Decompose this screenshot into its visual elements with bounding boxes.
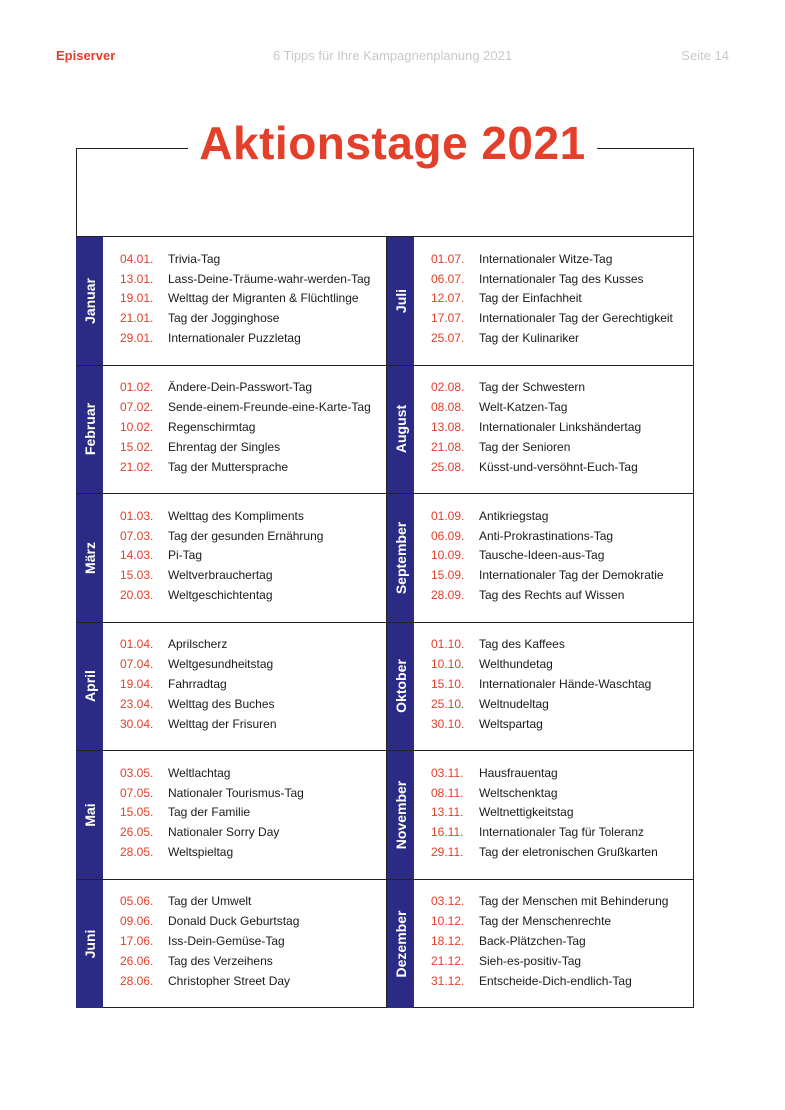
event-date: 18.12. bbox=[431, 933, 465, 948]
event-row bbox=[120, 269, 380, 289]
event-row bbox=[431, 526, 688, 546]
month-name: Oktober bbox=[392, 659, 409, 714]
event-row bbox=[120, 249, 380, 269]
month-name: Mai bbox=[81, 803, 98, 827]
event-date: 13.11. bbox=[431, 805, 464, 820]
event-date: 15.05. bbox=[120, 805, 154, 820]
event-date: 25.07. bbox=[431, 331, 465, 346]
event-row bbox=[431, 269, 688, 289]
event-row bbox=[120, 763, 380, 783]
event-row bbox=[120, 635, 380, 655]
event-date: 10.10. bbox=[431, 657, 465, 672]
event-name: Donald Duck Geburtstag bbox=[168, 914, 300, 929]
event-name: Weltgeschichtentag bbox=[168, 588, 273, 603]
event-row bbox=[120, 892, 380, 912]
month-label-bar bbox=[76, 494, 103, 622]
event-date: 19.01. bbox=[120, 291, 154, 306]
event-row bbox=[120, 803, 380, 823]
event-date: 25.08. bbox=[431, 459, 465, 474]
event-date: 08.08. bbox=[431, 400, 465, 415]
event-row bbox=[120, 931, 380, 951]
month-label-bar bbox=[76, 751, 103, 879]
month-block bbox=[76, 366, 386, 495]
event-row bbox=[431, 654, 688, 674]
brand-logo-text: Episerver bbox=[56, 48, 116, 63]
month-name: Dezember bbox=[392, 910, 409, 978]
event-row bbox=[120, 971, 380, 991]
event-name: Tag des Rechts auf Wissen bbox=[479, 588, 625, 603]
event-name: Hausfrauentag bbox=[479, 765, 558, 780]
event-row bbox=[431, 911, 688, 931]
event-date: 31.12. bbox=[431, 973, 465, 988]
event-date: 17.06. bbox=[120, 933, 154, 948]
event-name: Welthundetag bbox=[479, 657, 553, 672]
month-block bbox=[76, 751, 386, 880]
event-date: 19.04. bbox=[120, 676, 154, 691]
event-date: 23.04. bbox=[120, 696, 154, 711]
event-name: Internationaler Tag der Demokratie bbox=[479, 568, 664, 583]
month-name: Juli bbox=[392, 288, 409, 313]
event-list bbox=[431, 763, 688, 862]
event-row bbox=[120, 289, 380, 309]
month-block bbox=[386, 623, 694, 752]
event-row bbox=[431, 397, 688, 417]
event-row bbox=[431, 783, 688, 803]
event-date: 01.03. bbox=[120, 508, 154, 523]
event-date: 03.12. bbox=[431, 894, 465, 909]
event-date: 10.09. bbox=[431, 548, 465, 563]
event-row bbox=[431, 892, 688, 912]
event-name: Welttag der Migranten & Flüchtlinge bbox=[168, 291, 359, 306]
event-row bbox=[120, 526, 380, 546]
event-date: 12.07. bbox=[431, 291, 465, 306]
event-name: Küsst-und-versöhnt-Euch-Tag bbox=[479, 459, 638, 474]
event-row bbox=[431, 417, 688, 437]
event-date: 07.02. bbox=[120, 400, 154, 415]
event-row bbox=[120, 506, 380, 526]
event-row bbox=[431, 565, 688, 585]
event-name: Anti-Prokrastinations-Tag bbox=[479, 528, 614, 543]
month-name: November bbox=[392, 780, 409, 849]
event-name: Trivia-Tag bbox=[168, 251, 221, 266]
event-row bbox=[120, 911, 380, 931]
event-row bbox=[120, 842, 380, 862]
event-name: Aprilscherz bbox=[168, 637, 228, 652]
month-label-bar bbox=[387, 751, 414, 879]
event-date: 07.04. bbox=[120, 657, 154, 672]
event-name: Tag der Schwestern bbox=[479, 380, 586, 395]
event-name: Pi-Tag bbox=[168, 548, 203, 563]
event-date: 15.10. bbox=[431, 676, 465, 691]
event-name: Weltgesundheitstag bbox=[168, 657, 274, 672]
event-row bbox=[120, 308, 380, 328]
month-label-bar bbox=[387, 623, 414, 751]
month-block bbox=[386, 880, 694, 1009]
event-row bbox=[431, 763, 688, 783]
month-label-bar bbox=[76, 880, 103, 1009]
event-date: 03.11. bbox=[431, 765, 464, 780]
event-row bbox=[431, 249, 688, 269]
month-label-bar bbox=[387, 494, 414, 622]
event-row bbox=[120, 328, 380, 348]
event-name: Tag der Jogginghose bbox=[168, 311, 280, 326]
event-name: Tag der Senioren bbox=[479, 439, 571, 454]
event-name: Internationaler Puzzletag bbox=[168, 331, 301, 346]
event-row bbox=[431, 842, 688, 862]
event-name: Welt-Katzen-Tag bbox=[479, 400, 568, 415]
event-row bbox=[120, 714, 380, 734]
event-list bbox=[431, 892, 688, 991]
event-name: Back-Plätzchen-Tag bbox=[479, 933, 586, 948]
event-name: Tag der Muttersprache bbox=[168, 459, 289, 474]
event-name: Welttag des Kompliments bbox=[168, 508, 304, 523]
event-row bbox=[120, 674, 380, 694]
document-title: 6 Tipps für Ihre Kampagnenplanung 2021 bbox=[272, 48, 513, 63]
event-row bbox=[120, 437, 380, 457]
month-name: Januar bbox=[81, 277, 98, 324]
event-date: 17.07. bbox=[431, 311, 465, 326]
event-name: Internationaler Linkshändertag bbox=[479, 419, 642, 434]
months-grid bbox=[76, 237, 694, 1008]
event-list bbox=[120, 763, 380, 862]
event-row bbox=[431, 457, 688, 477]
month-label-bar bbox=[387, 366, 414, 494]
event-date: 29.11. bbox=[431, 845, 464, 860]
event-row bbox=[431, 289, 688, 309]
event-row bbox=[431, 328, 688, 348]
event-name: Weltspartag bbox=[479, 716, 543, 731]
page-number: Seite 14 bbox=[681, 48, 729, 63]
event-row bbox=[431, 803, 688, 823]
event-name: Internationaler Tag der Gerechtigkeit bbox=[479, 311, 673, 326]
event-date: 01.10. bbox=[431, 637, 465, 652]
event-name: Tausche-Ideen-aus-Tag bbox=[479, 548, 605, 563]
event-name: Antikriegstag bbox=[479, 508, 549, 523]
event-name: Tag des Verzeihens bbox=[168, 953, 273, 968]
event-name: Internationaler Tag für Toleranz bbox=[479, 825, 644, 840]
event-name: Weltlachtag bbox=[168, 765, 231, 780]
event-row bbox=[120, 397, 380, 417]
event-name: Welttag des Buches bbox=[168, 696, 275, 711]
month-block bbox=[386, 494, 694, 623]
event-date: 16.11. bbox=[431, 825, 464, 840]
event-row bbox=[120, 822, 380, 842]
month-name: März bbox=[81, 541, 98, 574]
event-row bbox=[431, 822, 688, 842]
event-date: 08.11. bbox=[431, 785, 464, 800]
event-date: 01.09. bbox=[431, 508, 465, 523]
event-list bbox=[120, 249, 380, 348]
event-date: 14.03. bbox=[120, 548, 154, 563]
month-name: August bbox=[392, 405, 409, 454]
event-name: Nationaler Sorry Day bbox=[168, 825, 280, 840]
month-block bbox=[386, 366, 694, 495]
event-row bbox=[431, 714, 688, 734]
event-row bbox=[120, 585, 380, 605]
event-row bbox=[431, 546, 688, 566]
event-date: 09.06. bbox=[120, 914, 154, 929]
event-row bbox=[431, 585, 688, 605]
month-block bbox=[76, 880, 386, 1009]
event-name: Sende-einem-Freunde-eine-Karte-Tag bbox=[168, 400, 371, 415]
event-name: Tag des Kaffees bbox=[479, 637, 565, 652]
month-block bbox=[76, 237, 386, 366]
event-name: Weltschenktag bbox=[479, 785, 558, 800]
month-block bbox=[386, 751, 694, 880]
event-row bbox=[120, 417, 380, 437]
event-name: Internationaler Tag des Kusses bbox=[479, 271, 644, 286]
event-date: 25.10. bbox=[431, 696, 465, 711]
event-date: 07.05. bbox=[120, 785, 154, 800]
event-date: 20.03. bbox=[120, 588, 154, 603]
event-date: 26.06. bbox=[120, 953, 154, 968]
event-list bbox=[120, 892, 380, 991]
event-row bbox=[431, 308, 688, 328]
event-name: Welttag der Frisuren bbox=[168, 716, 277, 731]
event-name: Weltverbrauchertag bbox=[168, 568, 273, 583]
event-name: Ändere-Dein-Passwort-Tag bbox=[168, 380, 313, 395]
event-name: Weltnettigkeitstag bbox=[479, 805, 574, 820]
event-row bbox=[120, 694, 380, 714]
event-date: 21.12. bbox=[431, 953, 465, 968]
event-date: 05.06. bbox=[120, 894, 154, 909]
event-name: Tag der Umwelt bbox=[168, 894, 252, 909]
event-date: 15.02. bbox=[120, 439, 154, 454]
event-name: Tag der Menschen mit Behinderung bbox=[479, 894, 669, 909]
event-name: Tag der Einfachheit bbox=[479, 291, 582, 306]
event-date: 06.07. bbox=[431, 271, 465, 286]
event-date: 21.08. bbox=[431, 439, 465, 454]
event-name: Internationaler Witze-Tag bbox=[479, 251, 613, 266]
month-name: September bbox=[392, 521, 409, 594]
event-name: Weltnudeltag bbox=[479, 696, 549, 711]
month-label-bar bbox=[76, 237, 103, 365]
event-row bbox=[431, 635, 688, 655]
event-date: 30.10. bbox=[431, 716, 465, 731]
event-date: 15.09. bbox=[431, 568, 465, 583]
event-date: 28.06. bbox=[120, 973, 154, 988]
event-date: 26.05. bbox=[120, 825, 154, 840]
event-name: Tag der Familie bbox=[168, 805, 251, 820]
event-date: 21.02. bbox=[120, 459, 154, 474]
event-row bbox=[431, 971, 688, 991]
event-date: 07.03. bbox=[120, 528, 154, 543]
event-row bbox=[120, 951, 380, 971]
event-date: 13.08. bbox=[431, 419, 465, 434]
event-name: Iss-Dein-Gemüse-Tag bbox=[168, 933, 285, 948]
month-block bbox=[386, 237, 694, 366]
event-list bbox=[120, 635, 380, 734]
month-label-bar bbox=[76, 366, 103, 494]
event-row bbox=[120, 654, 380, 674]
event-row bbox=[120, 783, 380, 803]
event-date: 04.01. bbox=[120, 251, 154, 266]
event-name: Tag der eletronischen Grußkarten bbox=[479, 845, 658, 860]
month-label-bar bbox=[387, 237, 414, 365]
month-label-bar bbox=[387, 880, 414, 1009]
event-name: Tag der gesunden Ernährung bbox=[168, 528, 324, 543]
event-name: Internationaler Hände-Waschtag bbox=[479, 676, 652, 691]
event-row bbox=[431, 506, 688, 526]
event-date: 29.01. bbox=[120, 331, 154, 346]
event-list bbox=[431, 506, 688, 605]
event-row bbox=[120, 546, 380, 566]
event-row bbox=[431, 694, 688, 714]
month-block bbox=[76, 623, 386, 752]
month-name: Juni bbox=[81, 929, 98, 959]
event-name: Tag der Menschenrechte bbox=[479, 914, 612, 929]
event-name: Tag der Kulinariker bbox=[479, 331, 580, 346]
month-name: April bbox=[81, 670, 98, 703]
event-name: Lass-Deine-Träume-wahr-werden-Tag bbox=[168, 271, 371, 286]
event-date: 10.12. bbox=[431, 914, 465, 929]
month-name: Februar bbox=[81, 403, 98, 456]
event-list bbox=[120, 378, 380, 477]
event-date: 03.05. bbox=[120, 765, 154, 780]
event-name: Regenschirmtag bbox=[168, 419, 256, 434]
month-block bbox=[76, 494, 386, 623]
event-name: Fahrradtag bbox=[168, 676, 227, 691]
event-date: 02.08. bbox=[431, 380, 465, 395]
event-row bbox=[120, 378, 380, 398]
event-date: 01.02. bbox=[120, 380, 154, 395]
event-row bbox=[431, 674, 688, 694]
event-name: Ehrentag der Singles bbox=[168, 439, 281, 454]
event-row bbox=[431, 378, 688, 398]
event-name: Nationaler Tourismus-Tag bbox=[168, 785, 304, 800]
event-date: 01.07. bbox=[431, 251, 465, 266]
event-date: 30.04. bbox=[120, 716, 154, 731]
event-row bbox=[431, 931, 688, 951]
month-label-bar bbox=[76, 623, 103, 751]
event-date: 28.09. bbox=[431, 588, 465, 603]
event-list bbox=[120, 506, 380, 605]
event-date: 28.05. bbox=[120, 845, 154, 860]
event-row bbox=[431, 437, 688, 457]
page-title: Aktionstage 2021 bbox=[199, 117, 586, 169]
event-date: 10.02. bbox=[120, 419, 154, 434]
event-date: 15.03. bbox=[120, 568, 154, 583]
event-list bbox=[431, 378, 688, 477]
event-row bbox=[120, 457, 380, 477]
event-name: Weltspieltag bbox=[168, 845, 234, 860]
event-list bbox=[431, 249, 688, 348]
event-name: Sieh-es-positiv-Tag bbox=[479, 953, 582, 968]
event-date: 01.04. bbox=[120, 637, 154, 652]
event-name: Christopher Street Day bbox=[168, 973, 291, 988]
event-date: 21.01. bbox=[120, 311, 154, 326]
event-name: Entscheide-Dich-endlich-Tag bbox=[479, 973, 632, 988]
event-date: 13.01. bbox=[120, 271, 154, 286]
event-list bbox=[431, 635, 688, 734]
event-row bbox=[431, 951, 688, 971]
event-date: 06.09. bbox=[431, 528, 465, 543]
event-row bbox=[120, 565, 380, 585]
